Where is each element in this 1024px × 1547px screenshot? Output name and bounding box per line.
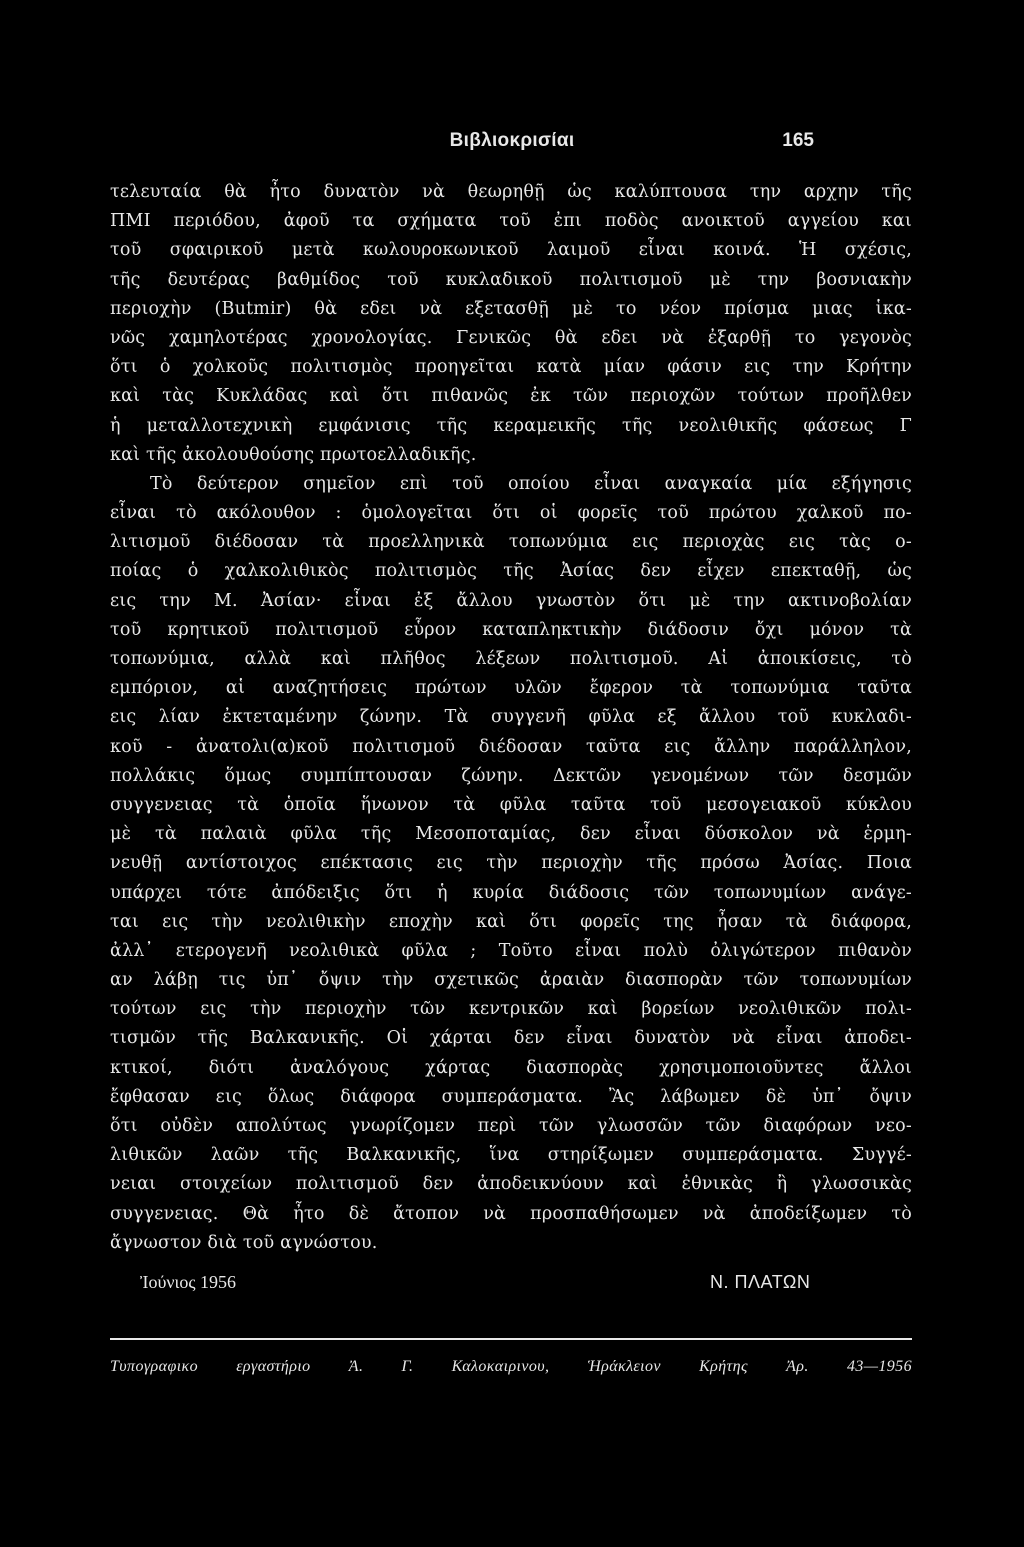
text-line: μὲ τὰ παλαιὰ φῦλα τῆς Μεσοποταμίας, δεν εἶναι δύσκολον νὰ ἑρμη- (110, 824, 912, 845)
text-line: Τὸ δεύτερον σημεῖον επὶ τοῦ οποίου εἶναι αναγκαία μία εξήγησις (150, 473, 912, 494)
body-text (110, 178, 912, 1258)
text-line: ὅτι οὐδὲν απολύτως γνωρίζομεν περὶ τῶν γλωσσῶν τῶν διαφόρων νεο- (110, 1116, 912, 1136)
page-number: 165 (782, 130, 814, 151)
text-line: νῶς χαμηλοτέρας χρονολογίας. Γενικῶς θὰ εδει νὰ ἐξαρθῇ το γεγονὸς (110, 327, 912, 348)
text-line: λιθικῶν λαῶν τῆς Βαλκανικῆς, ἵνα στηρίξωμεν συμπεράσματα. Συγγέ- (110, 1145, 912, 1166)
text-line: τοπωνύμια, αλλὰ καὶ πλῆθος λέξεων πολιτισμοῦ. Αἱ ἀποικίσεις, τὸ (110, 649, 912, 669)
text-line: πολλάκις ὅμως συμπίπτουσαν ζώνην. Δεκτῶν γενομένων τῶν δεσμῶν (110, 765, 912, 786)
running-title: Βιβλιοκρισίαι (449, 130, 575, 151)
text-line: νευθῇ αντίστοιχος επέκτασις εις τὴν περιοχὴν τῆς πρόσω Ἀσίας. Ποια (110, 853, 912, 874)
text-line: τῆς δευτέρας βαθμίδος τοῦ κυκλαδικοῦ πολιτισμοῦ μὲ την βοσνιακὴν (110, 269, 912, 290)
text-line: καὶ τὰς Κυκλάδας καὶ ὅτι πιθανῶς ἐκ τῶν περιοχῶν τούτων προῆλθεν (110, 386, 912, 407)
signature-date: Ἰούνιος 1956 (140, 1272, 236, 1292)
text-line: εἶναι τὸ ακόλουθον : ὁμολογεῖται ὅτι οἱ φορεῖς τοῦ πρώτου χαλκοῦ πο- (110, 503, 912, 524)
text-line: εις λίαν ἐκτεταμένην ζώνην. Τὰ συγγενῆ φῦλα εξ ἄλλου τοῦ κυκλαδι- (110, 707, 912, 728)
text-line: ΠΜΙ περιόδου, ἀφοῦ τα σχήματα τοῦ ἐπι ποδὸς ανοικτοῦ αγγείου και (110, 211, 912, 232)
text-line: υπάρχει τότε ἀπόδειξις ὅτι ἡ κυρία διάδοσις τῶν τοπωνυμίων ανάγε- (110, 882, 912, 903)
text-line: τοῦ κρητικοῦ πολιτισμοῦ εὗρον καταπληκτικὴν διάδοσιν ὄχι μόνον τὰ (110, 619, 912, 640)
text-line: τοῦ σφαιρικοῦ μετὰ κωλουροκωνικοῦ λαιμοῦ εἶναι κοινά. Ἡ σχέσις, (110, 240, 912, 261)
text-line: ἀλλ᾽ ετερογενῆ νεολιθικὰ φῦλα ; Τοῦτο εἶναι πολὺ ὀλιγώτερον πιθανὸν (110, 940, 912, 961)
text-line: αν λάβῃ τις ὑπ᾽ ὄψιν τὴν σχετικῶς ἀραιὰν διασπορὰν τῶν τοπωνυμίων (110, 970, 912, 991)
text-line: ὅτι ὁ χολκοῦς πολιτισμὸς προηγεῖται κατὰ μίαν φάσιν εις την Κρήτην (110, 357, 912, 378)
page-header (0, 130, 1024, 160)
text-line: κτικοί, διότι ἀναλόγους χάρτας διασπορὰς χρησιμοποιοῦντες ἄλλοι (110, 1057, 912, 1078)
footer-rule (110, 1338, 912, 1340)
text-line: κοῦ - ἀνατολι(α)κοῦ πολιτισμοῦ διέδοσαν ταῦτα εις ἄλλην παράλληλον, (110, 736, 912, 757)
text-line: εμπόριον, αἱ αναζητήσεις πρώτων υλῶν ἔφερον τὰ τοπωνύμια ταῦτα (110, 678, 912, 699)
text-line: ἄγνωστον διὰ τοῦ αγνώστου. (110, 1232, 378, 1253)
text-line: τελευταία θὰ ἦτο δυνατὸν νὰ θεωρηθῇ ὡς καλύπτουσα την αρχην τῆς (110, 182, 912, 202)
signature-author: Ν. ΠΛΑΤΩΝ (710, 1272, 811, 1292)
text-line: ἔφθασαν εις ὅλως διάφορα συμπεράσματα. Ἂς λάβωμεν δὲ ὑπ᾽ ὄψιν (110, 1086, 912, 1107)
printer-imprint: Τυπογραφικο εργαστήριο Ἀ. Γ. Καλοκαιρινου, Ἡράκλειον Κρήτης Ἀρ. 43—1956 (110, 1358, 912, 1375)
text-line: συγγενειας. Θὰ ἦτο δὲ ἄτοπον νὰ προσπαθήσωμεν νὰ ἀποδείξωμεν τὸ (110, 1203, 912, 1224)
text-line: τισμῶν τῆς Βαλκανικῆς. Οἱ χάρται δεν εἶναι δυνατὸν νὰ εἶναι ἀποδει- (110, 1028, 912, 1049)
paragraph-1 (110, 178, 912, 470)
text-line: καὶ τῆς ἀκολουθούσης πρωτοελλαδικῆς. (110, 444, 477, 465)
text-line: τούτων εις τὴν περιοχὴν τῶν κεντρικῶν καὶ βορείων νεολιθικῶν πολι- (110, 999, 912, 1020)
text-line: ἡ μεταλλοτεχνικὴ εμφάνισις τῆς κεραμεικῆς τῆς νεολιθικῆς φάσεως Γ (110, 415, 912, 436)
text-line: περιοχὴν (Butmir) θὰ εδει νὰ εξετασθῇ μὲ το νέον πρίσμα μιας ἱκα- (110, 298, 912, 319)
text-line: ποίας ὁ χαλκολιθικὸς πολιτισμὸς τῆς Ἀσίας δεν εἶχεν επεκταθῇ, ὡς (110, 561, 912, 582)
paragraph-2 (110, 470, 912, 1258)
signature-block (110, 1272, 912, 1302)
text-line: λιτισμοῦ διέδοσαν τὰ προελληνικὰ τοπωνύμια εις περιοχὰς εις τὰς ο- (110, 532, 912, 553)
text-line: νειαι στοιχείων πολιτισμοῦ δεν ἀποδεικνύουν καὶ ἐθνικὰς ἢ γλωσσικὰς (110, 1174, 912, 1195)
text-line: εις την Μ. Ἀσίαν· εἶναι ἐξ ἄλλου γνωστὸν ὅτι μὲ την ακτινοβολίαν (110, 590, 912, 611)
text-line: ται εις τὴν νεολιθικὴν εποχὴν καὶ ὅτι φορεῖς της ἦσαν τὰ διάφορα, (110, 911, 912, 932)
text-line: συγγενειας τὰ ὁποῖα ἥνωνον τὰ φῦλα ταῦτα τοῦ μεσογειακοῦ κύκλου (110, 794, 912, 815)
